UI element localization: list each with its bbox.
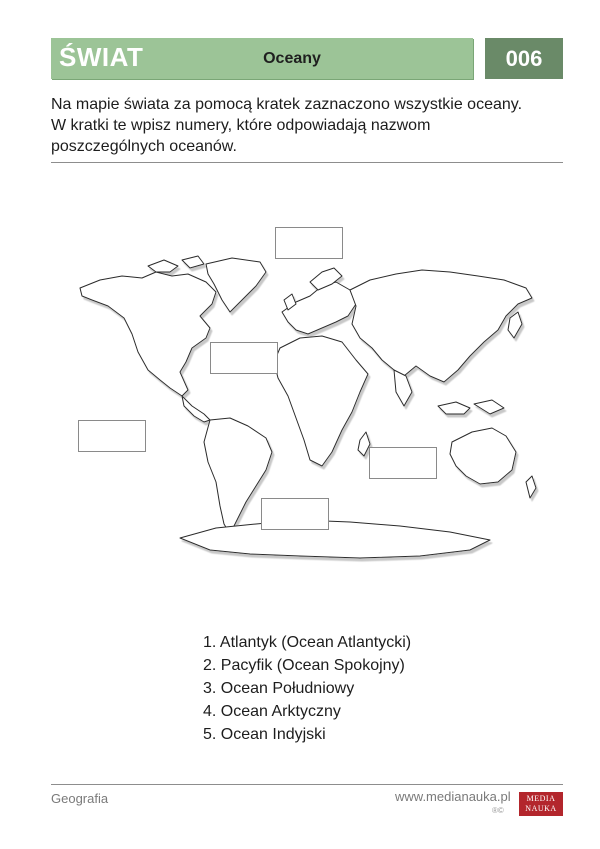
footer-divider [51, 784, 563, 785]
ocean-legend [203, 631, 411, 746]
central-america [182, 396, 210, 422]
world-map [60, 220, 550, 580]
australia [450, 428, 516, 484]
answer-box-indian[interactable] [369, 447, 437, 479]
answer-box-north-atlantic[interactable] [210, 342, 278, 374]
header-bar [51, 38, 473, 79]
subject-title: ŚWIAT [59, 42, 144, 72]
arctic-islands [148, 260, 178, 272]
logo-line: MEDIA [526, 794, 556, 803]
instruction-line: poszczególnych oceanów. [51, 138, 237, 155]
sheet-number: 006 [485, 38, 563, 79]
greenland [206, 258, 266, 312]
africa [274, 336, 368, 466]
north-america [80, 272, 216, 396]
answer-box-arctic[interactable] [275, 227, 343, 259]
instruction-line: Na mapie świata za pomocą kratek zaznaczono wszystkie oceany. [51, 96, 523, 113]
asia [350, 270, 532, 382]
instructions [51, 94, 563, 157]
legend-item: 2. Pacyfik (Ocean Spokojny) [203, 657, 405, 674]
legend-item: 5. Ocean Indyjski [203, 726, 326, 743]
answer-box-pacific[interactable] [78, 420, 146, 452]
legend-item: 4. Ocean Arktyczny [203, 703, 341, 720]
legend-item: 1. Atlantyk (Ocean Atlantycki) [203, 634, 412, 651]
topic-title: Oceany [263, 50, 321, 67]
footer-subject: Geografia [51, 791, 109, 806]
publisher-logo [519, 792, 563, 816]
instruction-line: W kratki te wpisz numery, które odpowiadają nazwom [51, 117, 431, 134]
legend-item: 3. Ocean Południowy [203, 680, 355, 697]
copyright-marks: ®© [492, 806, 504, 815]
answer-box-southern[interactable] [261, 498, 329, 530]
logo-line: NAUKA [525, 804, 557, 813]
footer-url[interactable]: www.medianauka.pl [395, 789, 511, 804]
divider [51, 162, 563, 163]
